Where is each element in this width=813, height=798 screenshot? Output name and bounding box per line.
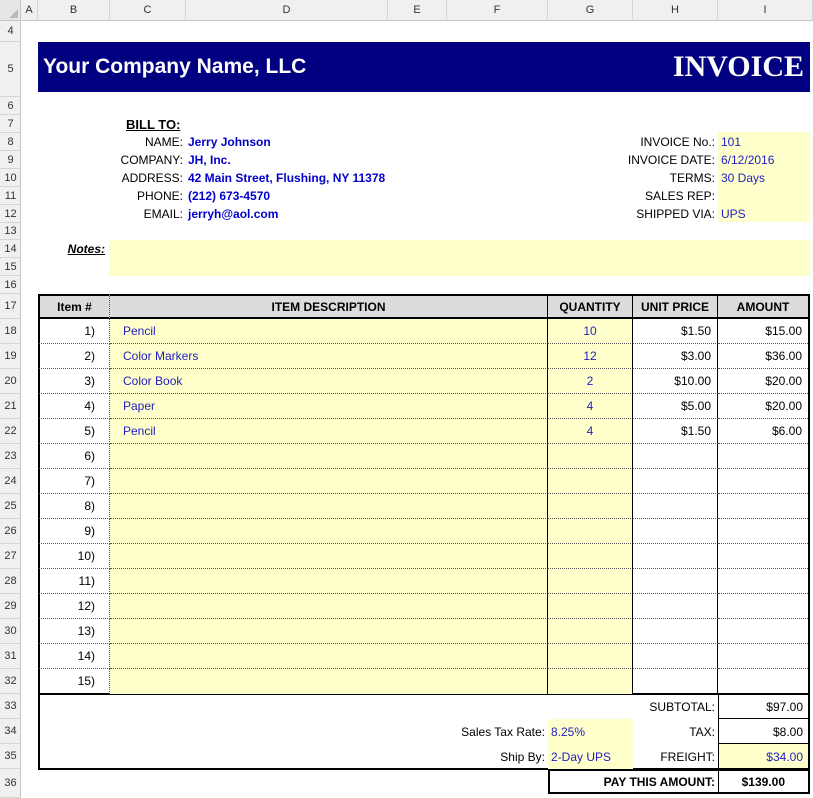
bill-to-value[interactable]: Jerry Johnson bbox=[188, 135, 271, 149]
freight-value[interactable]: $34.00 bbox=[766, 750, 803, 764]
cell-unit-price bbox=[633, 494, 718, 519]
cell-item-number: 8) bbox=[38, 494, 110, 519]
freight-label: FREIGHT: bbox=[660, 750, 715, 764]
cell-amount: $36.00 bbox=[718, 344, 810, 369]
cell-amount: $20.00 bbox=[718, 369, 810, 394]
bill-to-value[interactable]: (212) 673-4570 bbox=[188, 189, 271, 203]
cell-amount bbox=[718, 444, 810, 469]
cell-quantity[interactable] bbox=[548, 544, 633, 569]
invoice-info-value[interactable]: UPS bbox=[721, 207, 746, 221]
cell-unit-price bbox=[633, 444, 718, 469]
invoice-banner bbox=[38, 42, 810, 92]
row-header-18[interactable]: 18 bbox=[0, 319, 21, 344]
cell-unit-price: $3.00 bbox=[633, 344, 718, 369]
cell-amount: $20.00 bbox=[718, 394, 810, 419]
cell-unit-price: $10.00 bbox=[633, 369, 718, 394]
cell-description[interactable]: Paper bbox=[110, 394, 548, 419]
cell-description[interactable]: Color Book bbox=[110, 369, 548, 394]
cell-item-number: 9) bbox=[38, 519, 110, 544]
cell-quantity[interactable] bbox=[548, 669, 633, 694]
cell-item-number: 14) bbox=[38, 644, 110, 669]
cell-unit-price bbox=[633, 469, 718, 494]
cell-item-number: 5) bbox=[38, 419, 110, 444]
bill-to-label: EMAIL: bbox=[143, 207, 183, 221]
cell-description[interactable] bbox=[110, 644, 548, 669]
subtotal-value: $97.00 bbox=[766, 700, 803, 714]
column-header-d[interactable]: D bbox=[186, 0, 388, 21]
cell-unit-price bbox=[633, 644, 718, 669]
row-header-19[interactable]: 19 bbox=[0, 344, 21, 369]
column-header-g[interactable]: G bbox=[548, 0, 633, 21]
cell-quantity[interactable]: 4 bbox=[548, 419, 633, 444]
row-header-22[interactable]: 22 bbox=[0, 419, 21, 444]
invoice-info-label: SALES REP: bbox=[644, 189, 715, 203]
invoice-info-value[interactable]: 6/12/2016 bbox=[721, 153, 775, 167]
cell-amount: $6.00 bbox=[718, 419, 810, 444]
cell-quantity[interactable] bbox=[548, 444, 633, 469]
cell-item-number: 11) bbox=[38, 569, 110, 594]
row-header-30[interactable]: 30 bbox=[0, 619, 21, 644]
notes-field[interactable] bbox=[109, 240, 810, 276]
row-header-bar bbox=[0, 21, 21, 798]
subtotal-label: SUBTOTAL: bbox=[649, 700, 715, 714]
tax-value: $8.00 bbox=[772, 725, 803, 739]
cell-description[interactable] bbox=[110, 494, 548, 519]
cell-item-number: 10) bbox=[38, 544, 110, 569]
invoice-info-label: INVOICE No.: bbox=[640, 135, 715, 149]
cell-description[interactable]: Color Markers bbox=[110, 344, 548, 369]
column-header-description: ITEM DESCRIPTION bbox=[110, 294, 548, 319]
cell-item-number: 3) bbox=[38, 369, 110, 394]
cell-item-number: 4) bbox=[38, 394, 110, 419]
cell-description[interactable] bbox=[110, 544, 548, 569]
row-header-16[interactable]: 16 bbox=[0, 276, 21, 294]
invoice-info-label: INVOICE DATE: bbox=[627, 153, 715, 167]
cell-unit-price bbox=[633, 594, 718, 619]
cell-description[interactable]: Pencil bbox=[110, 419, 548, 444]
company-name: Your Company Name, LLC bbox=[43, 55, 307, 78]
cell-description[interactable]: Pencil bbox=[110, 319, 548, 344]
cell-description[interactable] bbox=[110, 669, 548, 694]
bill-to-heading: BILL TO: bbox=[126, 117, 181, 132]
column-header-f[interactable]: F bbox=[447, 0, 548, 21]
tax-label: TAX: bbox=[689, 725, 715, 739]
row-header-36[interactable]: 36 bbox=[0, 769, 21, 798]
row-header-6[interactable]: 6 bbox=[0, 97, 21, 115]
cell-quantity[interactable]: 10 bbox=[548, 319, 633, 344]
cell-amount bbox=[718, 619, 810, 644]
invoice-info-label: TERMS: bbox=[669, 171, 715, 185]
row-header-9[interactable]: 9 bbox=[0, 151, 21, 169]
notes-label: Notes: bbox=[67, 242, 105, 256]
pay-label: PAY THIS AMOUNT: bbox=[603, 775, 715, 789]
row-header-31[interactable]: 31 bbox=[0, 644, 21, 669]
row-header-24[interactable]: 24 bbox=[0, 469, 21, 494]
bill-to-label: PHONE: bbox=[136, 189, 183, 203]
cell-amount bbox=[718, 644, 810, 669]
row-header-35[interactable]: 35 bbox=[0, 744, 21, 769]
cell-description[interactable] bbox=[110, 569, 548, 594]
row-header-14[interactable]: 14 bbox=[0, 240, 21, 258]
cell-description[interactable] bbox=[110, 444, 548, 469]
bill-to-label: NAME: bbox=[144, 135, 183, 149]
row-header-33[interactable]: 33 bbox=[0, 694, 21, 719]
cell-amount bbox=[718, 594, 810, 619]
row-header-8[interactable]: 8 bbox=[0, 133, 21, 151]
cell-unit-price: $1.50 bbox=[633, 419, 718, 444]
pay-value: $139.00 bbox=[741, 775, 785, 789]
cell-item-number: 13) bbox=[38, 619, 110, 644]
cell-description[interactable] bbox=[110, 594, 548, 619]
bill-to-label: ADDRESS: bbox=[121, 171, 183, 185]
cell-quantity[interactable] bbox=[548, 644, 633, 669]
cell-unit-price: $5.00 bbox=[633, 394, 718, 419]
invoice-title: INVOICE bbox=[672, 50, 804, 83]
row-header-5[interactable]: 5 bbox=[0, 42, 21, 97]
row-header-32[interactable]: 32 bbox=[0, 669, 21, 694]
cell-quantity[interactable] bbox=[548, 594, 633, 619]
cell-amount: $15.00 bbox=[718, 319, 810, 344]
cell-item-number: 2) bbox=[38, 344, 110, 369]
row-header-26[interactable]: 26 bbox=[0, 519, 21, 544]
row-header-12[interactable]: 12 bbox=[0, 205, 21, 223]
select-all-icon bbox=[9, 9, 18, 18]
row-header-10[interactable]: 10 bbox=[0, 169, 21, 187]
cell-amount bbox=[718, 544, 810, 569]
row-header-4[interactable]: 4 bbox=[0, 21, 21, 42]
column-header-unit-price: UNIT PRICE bbox=[633, 294, 718, 319]
invoice-info-value[interactable]: 101 bbox=[721, 135, 742, 149]
tax-rate-value[interactable]: 8.25% bbox=[551, 725, 586, 739]
cell-item-number: 1) bbox=[38, 319, 110, 344]
column-header-c[interactable]: C bbox=[110, 0, 186, 21]
column-header-e[interactable]: E bbox=[388, 0, 447, 21]
cell-quantity[interactable] bbox=[548, 619, 633, 644]
cell-amount bbox=[718, 494, 810, 519]
cell-unit-price bbox=[633, 519, 718, 544]
ship-by-label: Ship By: bbox=[500, 750, 545, 764]
cell-quantity[interactable] bbox=[548, 569, 633, 594]
cell-unit-price: $1.50 bbox=[633, 319, 718, 344]
tax-rate-label: Sales Tax Rate: bbox=[461, 725, 545, 739]
bill-to-value[interactable]: jerryh@aol.com bbox=[188, 207, 279, 221]
column-header-quantity: QUANTITY bbox=[548, 294, 633, 319]
row-header-25[interactable]: 25 bbox=[0, 494, 21, 519]
row-header-28[interactable]: 28 bbox=[0, 569, 21, 594]
cell-amount bbox=[718, 569, 810, 594]
cell-unit-price bbox=[633, 669, 718, 694]
row-header-29[interactable]: 29 bbox=[0, 594, 21, 619]
row-header-13[interactable]: 13 bbox=[0, 223, 21, 240]
invoice-info-label: SHIPPED VIA: bbox=[636, 207, 715, 221]
cell-quantity[interactable] bbox=[548, 494, 633, 519]
cell-unit-price bbox=[633, 544, 718, 569]
cell-unit-price bbox=[633, 619, 718, 644]
cell-quantity[interactable] bbox=[548, 469, 633, 494]
cell-amount bbox=[718, 519, 810, 544]
row-header-17[interactable]: 17 bbox=[0, 294, 21, 319]
cell-item-number: 12) bbox=[38, 594, 110, 619]
invoice-info-value[interactable]: 30 Days bbox=[721, 171, 766, 185]
bill-to-label: COMPANY: bbox=[120, 153, 183, 167]
pay-divider bbox=[718, 769, 719, 794]
cell-item-number: 6) bbox=[38, 444, 110, 469]
row-header-7[interactable]: 7 bbox=[0, 115, 21, 133]
row-header-34[interactable]: 34 bbox=[0, 719, 21, 744]
column-header-bar bbox=[0, 0, 813, 21]
bill-to-value[interactable]: 42 Main Street, Flushing, NY 11378 bbox=[188, 171, 386, 185]
cell-quantity[interactable] bbox=[548, 519, 633, 544]
cell-quantity[interactable]: 12 bbox=[548, 344, 633, 369]
cell-description[interactable] bbox=[110, 469, 548, 494]
bill-to-value[interactable]: JH, Inc. bbox=[188, 153, 231, 167]
cell-amount bbox=[718, 469, 810, 494]
column-header-amount: AMOUNT bbox=[718, 294, 810, 319]
column-header-h[interactable]: H bbox=[633, 0, 718, 21]
select-all-corner[interactable] bbox=[0, 0, 21, 21]
cell-amount bbox=[718, 669, 810, 694]
cell-description[interactable] bbox=[110, 619, 548, 644]
cell-item-number: 15) bbox=[38, 669, 110, 694]
row-header-20[interactable]: 20 bbox=[0, 369, 21, 394]
row-header-21[interactable]: 21 bbox=[0, 394, 21, 419]
column-header-item-number: Item # bbox=[38, 294, 110, 319]
cell-unit-price bbox=[633, 569, 718, 594]
cell-quantity[interactable]: 4 bbox=[548, 394, 633, 419]
cell-description[interactable] bbox=[110, 519, 548, 544]
column-header-b[interactable]: B bbox=[38, 0, 110, 21]
cell-item-number: 7) bbox=[38, 469, 110, 494]
row-header-27[interactable]: 27 bbox=[0, 544, 21, 569]
row-header-11[interactable]: 11 bbox=[0, 187, 21, 205]
row-header-15[interactable]: 15 bbox=[0, 258, 21, 276]
ship-by-value[interactable]: 2-Day UPS bbox=[551, 750, 612, 764]
cell-quantity[interactable]: 2 bbox=[548, 369, 633, 394]
row-header-23[interactable]: 23 bbox=[0, 444, 21, 469]
column-header-i[interactable]: I bbox=[718, 0, 813, 21]
column-header-a[interactable]: A bbox=[21, 0, 38, 21]
